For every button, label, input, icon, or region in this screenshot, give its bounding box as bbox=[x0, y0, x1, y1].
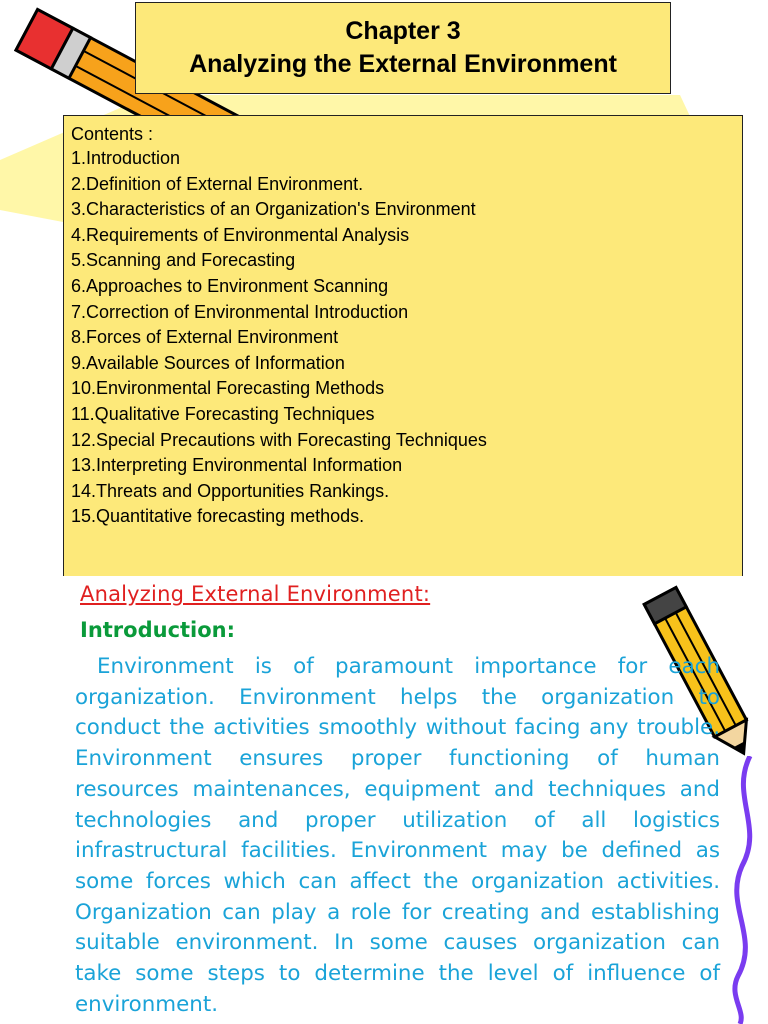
list-item: 14.Threats and Opportunities Rankings. bbox=[71, 480, 390, 501]
list-item: 11.Qualitative Forecasting Techniques bbox=[71, 403, 375, 424]
list-item: 8.Forces of External Environment bbox=[71, 327, 339, 348]
list-item: 6.Approaches to Environment Scanning bbox=[71, 275, 389, 296]
list-item: 1.Introduction bbox=[71, 148, 181, 168]
title-box bbox=[135, 2, 671, 94]
section-region bbox=[0, 576, 768, 1024]
list-item: 5.Scanning and Forecasting bbox=[71, 250, 296, 271]
list-item: 4.Requirements of Environmental Analysis bbox=[71, 224, 410, 245]
list-item: 12.Special Precautions with Forecasting Techniques bbox=[71, 429, 487, 450]
list-item: 9.Available Sources of Information bbox=[71, 352, 345, 373]
list-item: 13.Interpreting Environmental Information bbox=[71, 455, 403, 476]
section-subtitle: Introduction: bbox=[80, 618, 236, 642]
list-item: 7.Correction of Environmental Introduction bbox=[71, 301, 409, 322]
section-title: Analyzing External Environment: bbox=[80, 582, 431, 606]
body-paragraph: Environment is of paramount importance for each organization. Environment helps the organization to conduct the activities smoothly without facing any trouble. Environment ensures proper functioning of human resources maintenances, equipment and techniques and technologies and proper utilization of all logistics infrastructural facilities. Environment may be defined as some forces which can affect the organization activities. Organization can play a role for creating and establishing suitable environment. In some causes organization can take some steps to determine the level of influence of environment. bbox=[75, 654, 720, 1017]
list-item: 2.Definition of External Environment. bbox=[71, 173, 364, 194]
chapter-title: Analyzing the External Environment bbox=[189, 50, 617, 78]
contents-heading: Contents : bbox=[71, 124, 154, 144]
list-item: 3.Characteristics of an Organization's Environment bbox=[71, 199, 476, 220]
contents-box bbox=[63, 115, 743, 576]
list-item: 10.Environmental Forecasting Methods bbox=[71, 378, 385, 399]
chapter-number: Chapter 3 bbox=[345, 17, 461, 45]
squiggle-decoration-icon bbox=[720, 756, 768, 1024]
contents-list bbox=[71, 146, 742, 530]
list-item: 15.Quantitative forecasting methods. bbox=[71, 506, 365, 527]
